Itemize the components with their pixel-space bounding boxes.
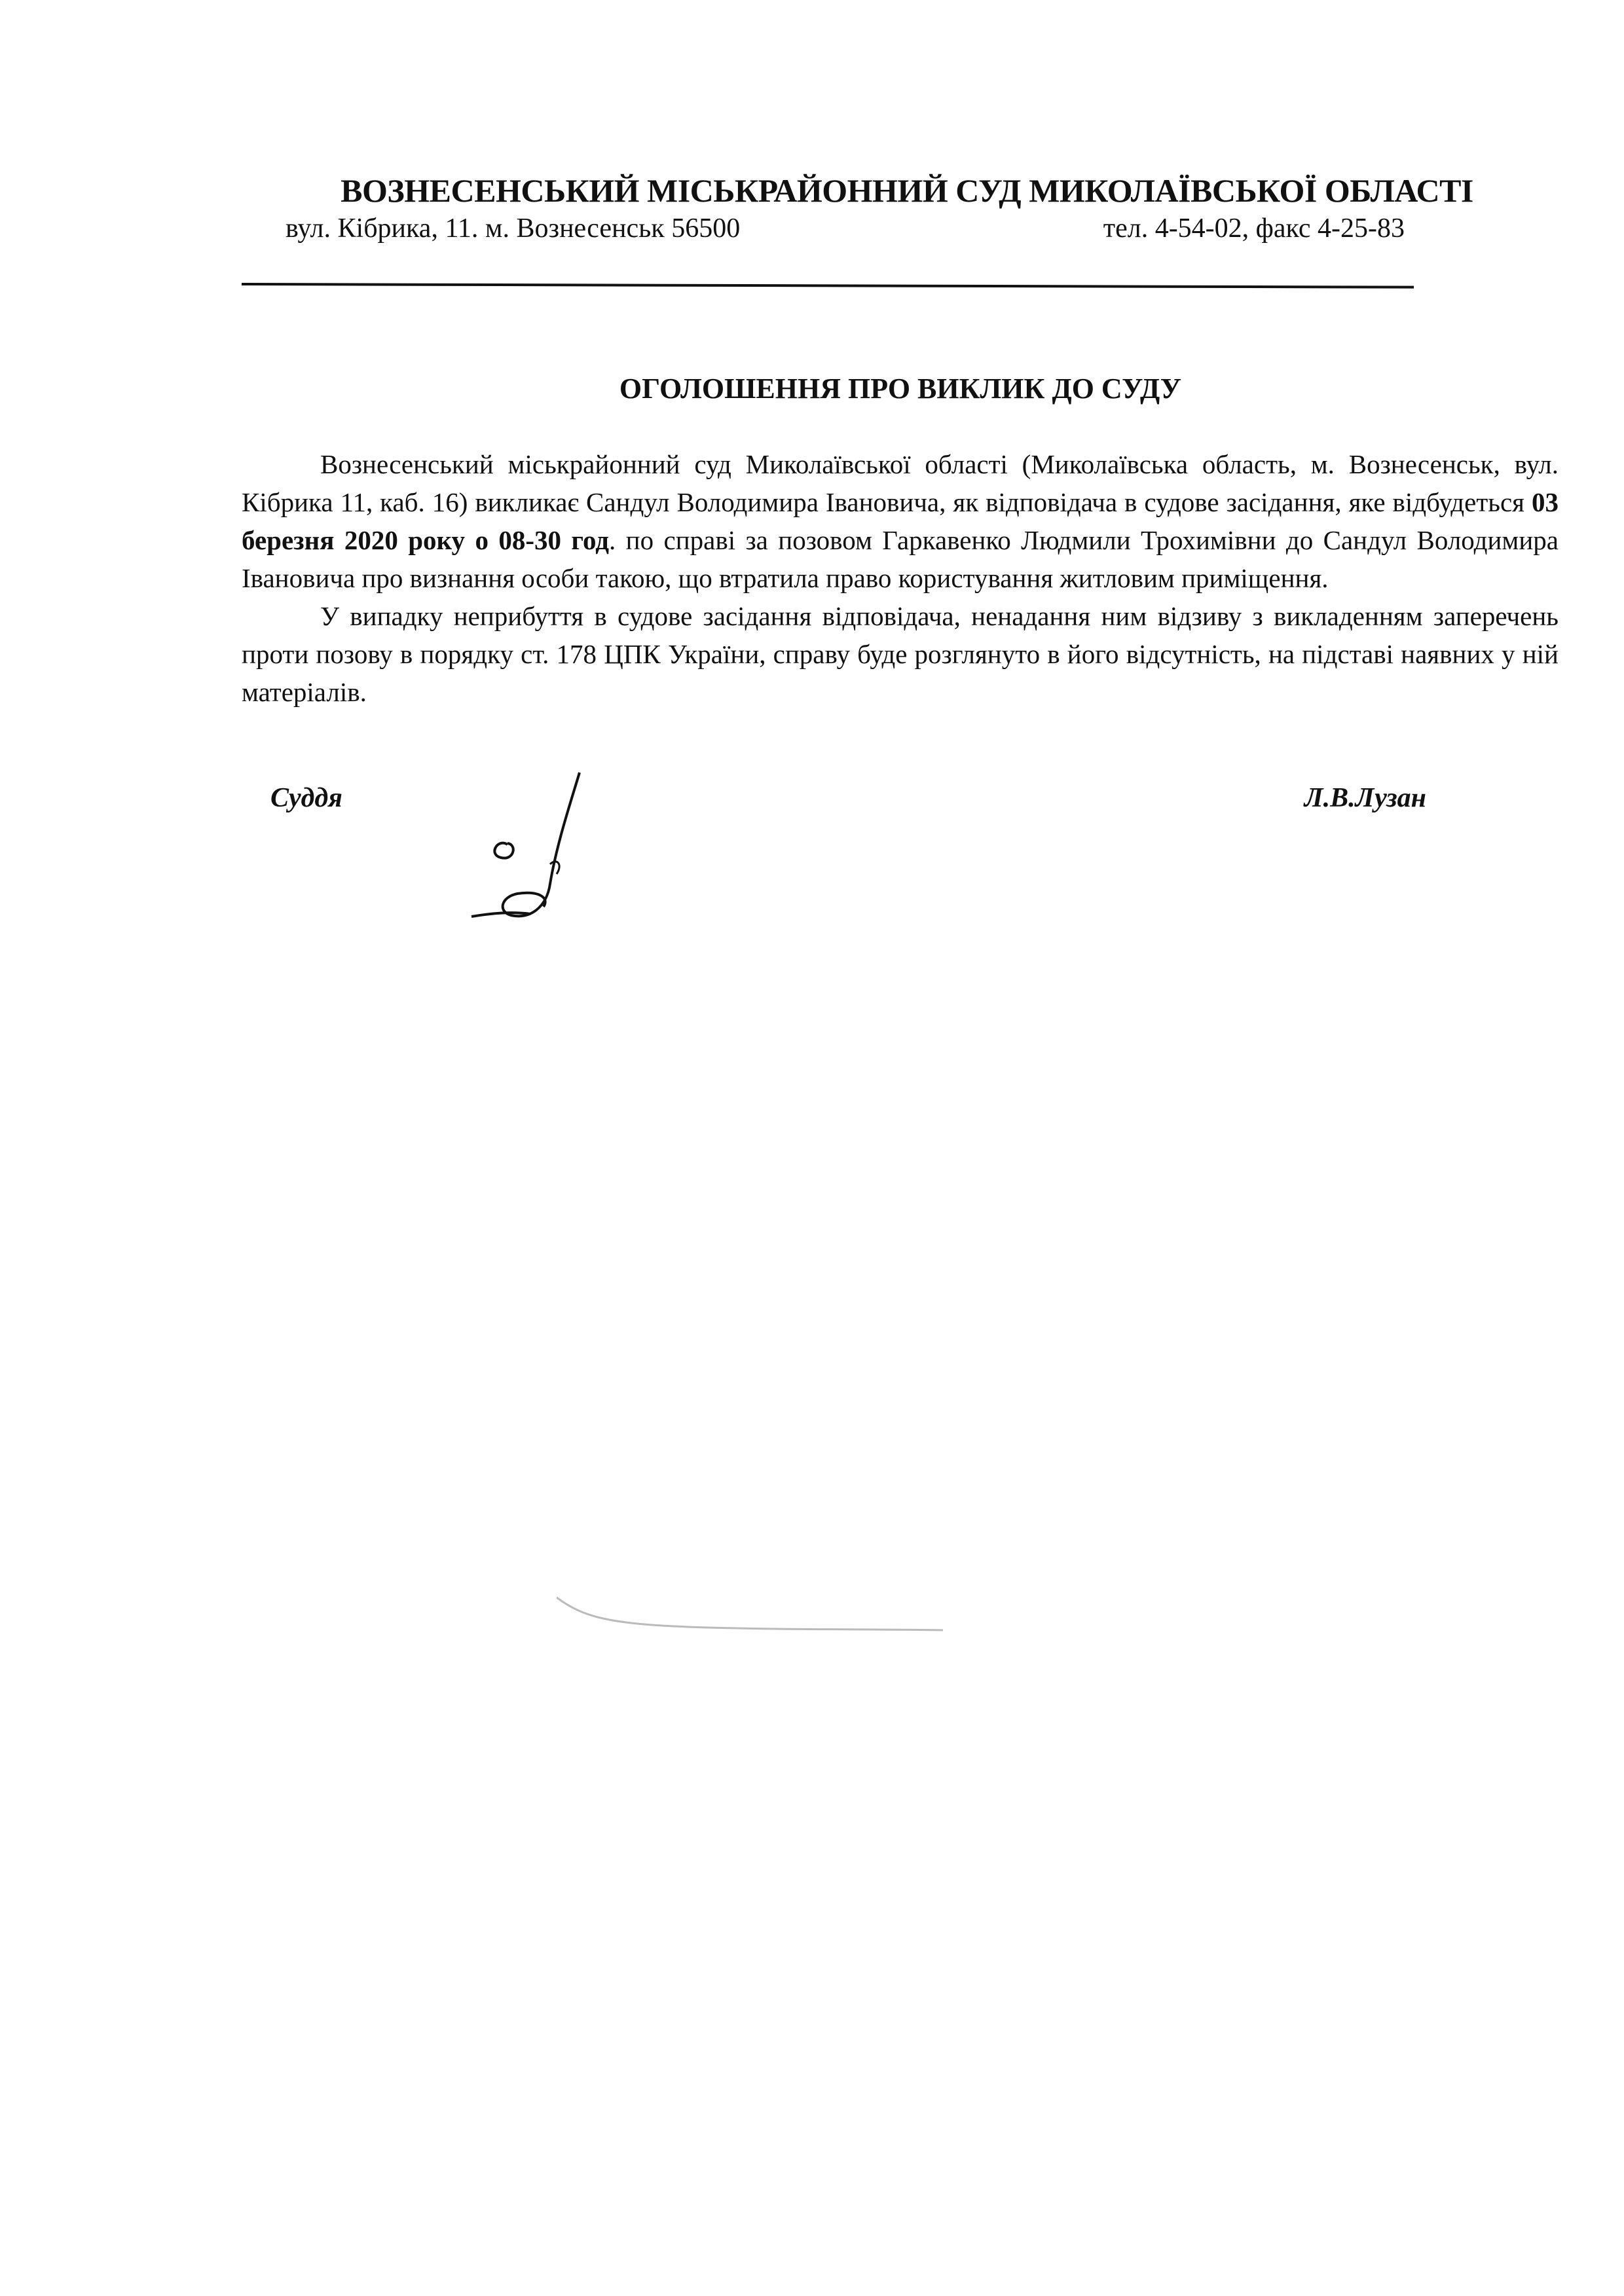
header-divider: [242, 283, 1414, 289]
notice-body: [242, 445, 1559, 711]
p1-text-end: . по справі за позовом Гаркавенко Людмили Трохимівни до Сандул Володимира Івановича про визнання особи такою, що втратила право користування житловим приміщення.: [242, 525, 1559, 593]
judge-label: Суддя: [270, 783, 342, 813]
court-name: ВОЗНЕСЕНСЬКИЙ МІСЬКРАЙОННИЙ СУД МИКОЛАЇВСЬКОЇ ОБЛАСТІ: [341, 172, 1473, 209]
court-phones: тел. 4-54-02, факс 4-25-83: [1103, 213, 1405, 244]
hearing-date: 03 березня 2020 року о 08-30 год: [242, 487, 1559, 555]
p1-text: Вознесенський міськрайонний суд Миколаївської області (Миколаївська область, м. Вознесенськ, вул. Кібрика 11, каб. 16) викликає Сандул Володимира Івановича, як відповідача в судове засідання, яке відбудеться: [242, 449, 1559, 517]
judge-name: Л.В.Лузан: [1304, 783, 1426, 813]
handwritten-signature: [458, 766, 602, 930]
notice-paragraph-2: У випадку неприбуття в судове засідання відповідача, ненадання ним відзиву з викладенням заперечень проти позову в порядку ст. 178 ЦПК України, справу буде розглянуто в його відсутність, на підставі наявних у ній матеріалів.: [242, 601, 1559, 707]
court-address: вул. Кібрика, 11. м. Вознесенськ 56500: [286, 213, 741, 244]
scan-mark: [557, 1591, 950, 1643]
notice-heading: ОГОЛОШЕННЯ ПРО ВИКЛИК ДО СУДУ: [619, 373, 1182, 405]
notice-paragraph-1: [242, 445, 1559, 597]
